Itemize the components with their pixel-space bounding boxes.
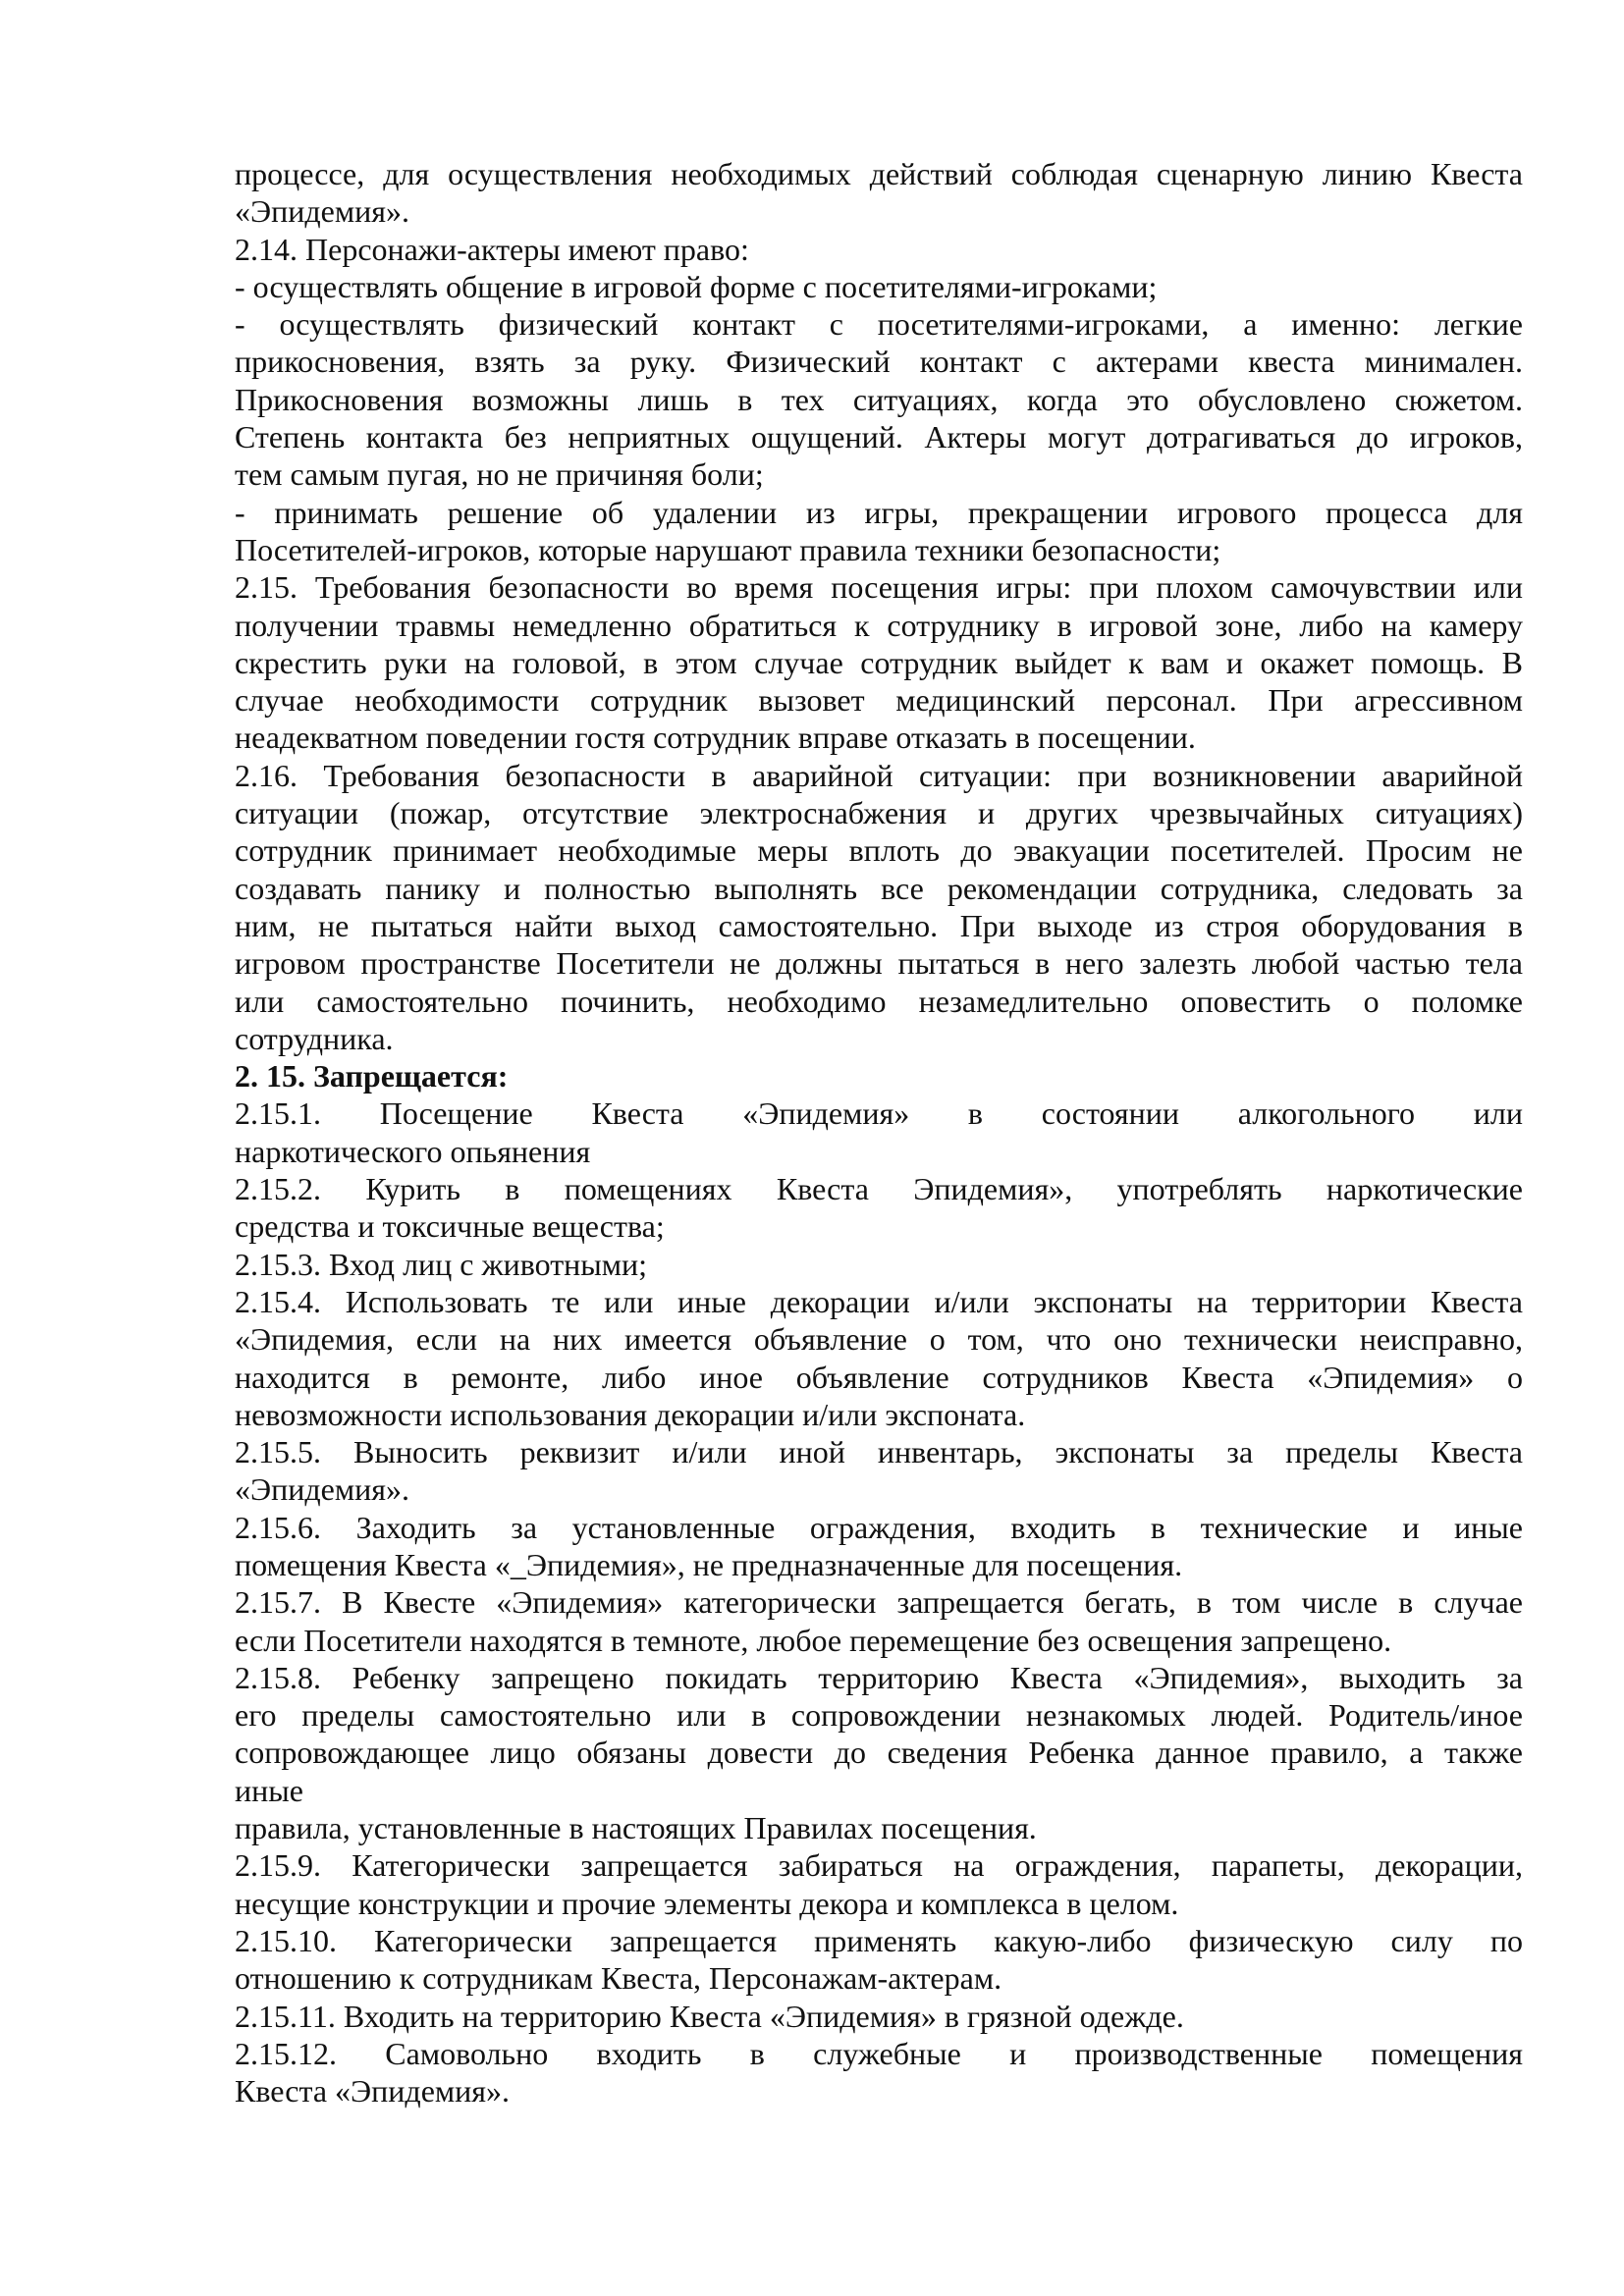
text-line: неадекватном поведении гостя сотрудник вправе отказать в посещении. [235, 720, 1196, 756]
text-line: 2.14. Персонажи-актеры имеют право: [235, 231, 749, 267]
text-line: Посетителей-игроков, которые нарушают правила техники безопасности; [235, 531, 1221, 567]
text-line: 2.15.8. Ребенку запрещено покидать территорию Квеста «Эпидемия», выходить за [235, 1659, 1523, 1695]
text-line: случае необходимости сотрудник вызовет медицинский персонал. При агрессивном [235, 682, 1523, 719]
text-line: «Эпидемия». [235, 1471, 409, 1508]
text-line: 2.15.4. Использовать те или иные декорации и/или экспонаты на территории Квеста [235, 1283, 1523, 1319]
text-line: сотрудник принимает необходимые меры вплоть до эвакуации посетителей. Просим не [235, 832, 1523, 869]
text-line: 2.15.3. Вход лиц с животными; [235, 1246, 648, 1282]
document-page [235, 155, 1523, 2109]
text-line: 2.15.6. Заходить за установленные ограждения, входить в технические и иные [235, 1509, 1523, 1545]
text-line: ситуации (пожар, отсутствие электроснабжения и других чрезвычайных ситуациях) [235, 795, 1523, 831]
text-line: 2.15.11. Входить на территорию Квеста «Эпидемия» в грязной одежде. [235, 1998, 1184, 2034]
text-line: Квеста «Эпидемия». [235, 2073, 510, 2109]
text-line: создавать панику и полностью выполнять все рекомендации сотрудника, следовать за [235, 870, 1523, 906]
text-line: если Посетители находятся в темноте, любое перемещение без освещения запрещено. [235, 1622, 1392, 1658]
text-line: Прикосновения возможны лишь в тех ситуациях, когда это обусловлено сюжетом. [235, 381, 1523, 417]
text-line: 2.16. Требования безопасности в аварийной ситуации: при возникновении аварийной [235, 757, 1523, 793]
text-line: получении травмы немедленно обратиться к сотруднику в игровой зоне, либо на камеру [235, 607, 1523, 643]
text-line: 2.15.1. Посещение Квеста «Эпидемия» в состоянии алкогольного или [235, 1095, 1523, 1132]
text-line: 2.15. Требования безопасности во время посещения игры: при плохом самочувствии или [235, 569, 1523, 606]
text-line: 2.15.9. Категорически запрещается забираться на ограждения, парапеты, декорации, [235, 1847, 1523, 1884]
text-line: помещения Квеста «_Эпидемия», не предназначенные для посещения. [235, 1546, 1183, 1582]
text-line: сотрудника. [235, 1020, 394, 1056]
section-heading: 2. 15. Запрещается: [235, 1058, 509, 1095]
text-line: Степень контакта без неприятных ощущений. Актеры могут дотрагиваться до игроков, [235, 419, 1523, 455]
text-line: - осуществлять физический контакт с посетителями-игроками, а именно: легкие [235, 306, 1523, 343]
text-line: невозможности использования декорации и/или экспоната. [235, 1396, 1026, 1432]
text-line: 2.15.5. Выносить реквизит и/или иной инвентарь, экспонаты за пределы Квеста [235, 1434, 1523, 1470]
text-line: 2.15.12. Самовольно входить в служебные и производственные помещения [235, 2035, 1523, 2071]
text-line: «Эпидемия». [235, 193, 409, 230]
text-line: - принимать решение об удалении из игры, прекращении игрового процесса для [235, 494, 1523, 530]
text-line: находится в ремонте, либо иное объявление сотрудников Квеста «Эпидемия» о [235, 1359, 1523, 1395]
text-line: ним, не пытаться найти выход самостоятельно. При выходе из строя оборудования в [235, 907, 1523, 943]
text-line: скрестить руки на головой, в этом случае сотрудник выйдет к вам и окажет помощь. В [235, 644, 1523, 680]
text-line: несущие конструкции и прочие элементы декора и комплекса в целом. [235, 1885, 1179, 1921]
text-line: средства и токсичные вещества; [235, 1208, 665, 1245]
text-line: правила, установленные в настоящих Правилах посещения. [235, 1810, 1037, 1846]
text-line: процессе, для осуществления необходимых действий соблюдая сценарную линию Квеста [235, 156, 1523, 191]
text-line: 2.15.7. В Квесте «Эпидемия» категорически запрещается бегать, в том числе в случае [235, 1584, 1523, 1621]
text-line: 2.15.2. Курить в помещениях Квеста Эпидемия», употреблять наркотические [235, 1171, 1523, 1207]
text-line: сопровождающее лицо обязаны довести до сведения Ребенка данное правило, а также [235, 1735, 1523, 1771]
text-line: отношению к сотрудникам Квеста, Персонажам-актерам. [235, 1960, 1002, 1997]
text-line: иные [235, 1772, 303, 1808]
text-line: его пределы самостоятельно или в сопровождении незнакомых людей. Родитель/иное [235, 1697, 1523, 1734]
text-line: или самостоятельно починить, необходимо незамедлительно оповестить о поломке [235, 983, 1523, 1019]
text-line: «Эпидемия, если на них имеется объявление о том, что оно технически неисправно, [235, 1321, 1523, 1358]
text-line: тем самым пугая, но не причиняя боли; [235, 456, 764, 493]
text-line: 2.15.10. Категорически запрещается применять какую-либо физическую силу по [235, 1922, 1523, 1958]
text-line: прикосновения, взять за руку. Физический контакт с актерами квеста минимален. [235, 344, 1523, 380]
text-line: игровом пространстве Посетители не должны пытаться в него залезть любой частью тела [235, 945, 1523, 982]
text-line: наркотического опьянения [235, 1133, 591, 1169]
text-line: - осуществлять общение в игровой форме с посетителями-игроками; [235, 268, 1158, 304]
